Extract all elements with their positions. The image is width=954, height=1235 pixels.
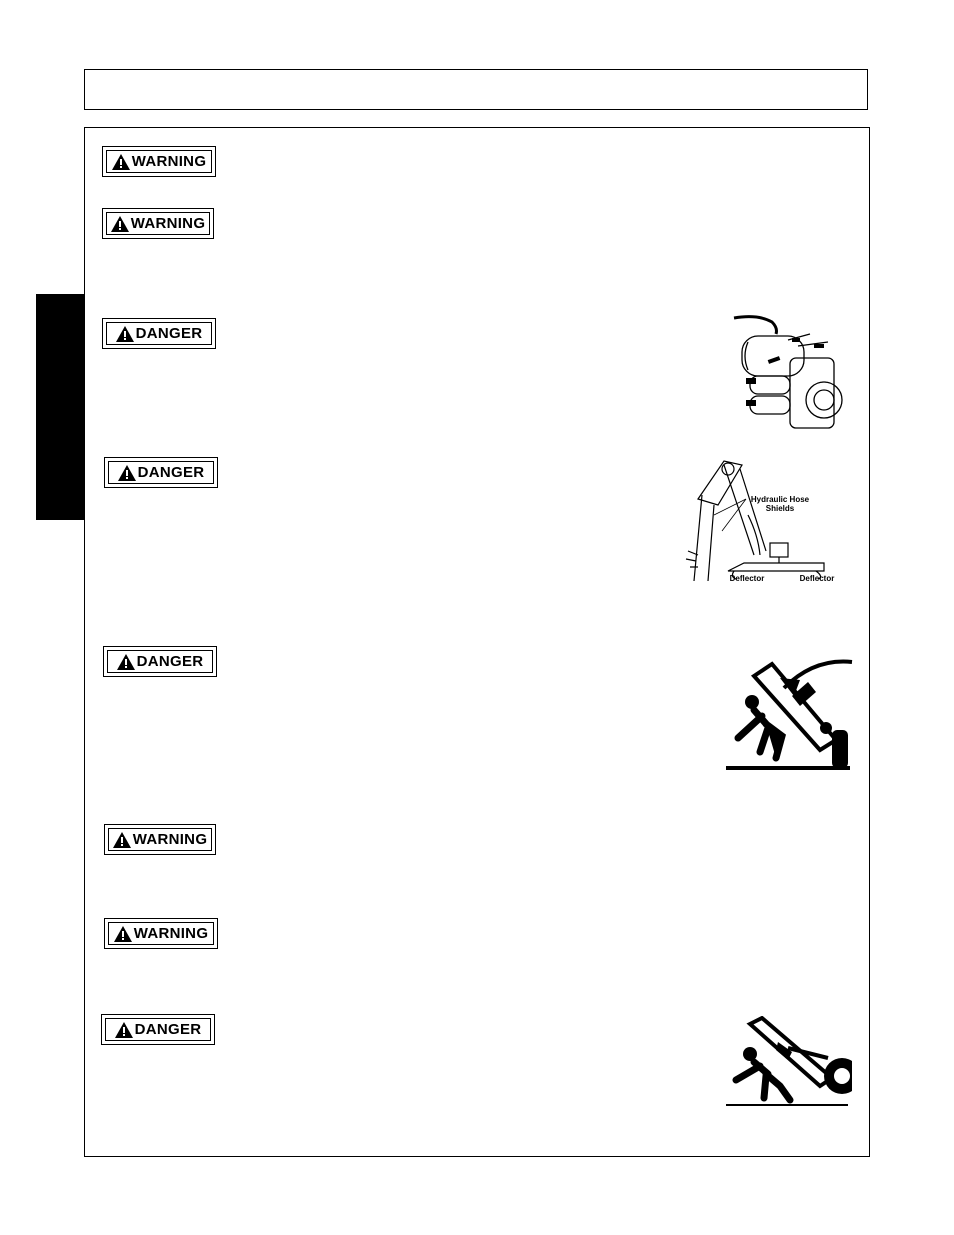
boom-tractor-crush-hazard-icon (724, 1016, 852, 1108)
badge-label: DANGER (136, 653, 204, 670)
alert-triangle-icon (118, 465, 136, 481)
danger-badge (101, 1014, 215, 1045)
alert-triangle-icon (112, 154, 130, 170)
danger-badge (103, 646, 217, 677)
badge-label: DANGER (135, 325, 203, 342)
boom-hose-shields-illustration (684, 455, 840, 587)
badge-label: DANGER (134, 1021, 202, 1038)
badge-label: WARNING (130, 215, 206, 232)
badge-label: WARNING (132, 831, 208, 848)
badge-label: WARNING (131, 153, 207, 170)
alert-triangle-icon (113, 832, 131, 848)
safety-content-box (84, 127, 870, 1157)
hydraulic-hose-shields-label: Hydraulic Hose Shields (750, 495, 810, 513)
badge-label: DANGER (137, 464, 205, 481)
section-side-tab (36, 294, 84, 520)
boom-falling-crush-hazard-icon (724, 656, 854, 772)
page-header-box (84, 69, 868, 110)
hydraulic-valve-illustration (728, 312, 852, 434)
alert-triangle-icon (111, 216, 129, 232)
alert-triangle-icon (116, 326, 134, 342)
alert-triangle-icon (115, 1022, 133, 1038)
warning-badge (104, 918, 218, 949)
badge-label: WARNING (133, 925, 209, 942)
warning-badge (104, 824, 216, 855)
warning-badge (102, 146, 216, 177)
danger-badge (102, 318, 216, 349)
deflector-right-label: Deflector (799, 574, 835, 583)
warning-badge (102, 208, 214, 239)
alert-triangle-icon (114, 926, 132, 942)
alert-triangle-icon (117, 654, 135, 670)
deflector-left-label: Deflector (729, 574, 765, 583)
danger-badge (104, 457, 218, 488)
